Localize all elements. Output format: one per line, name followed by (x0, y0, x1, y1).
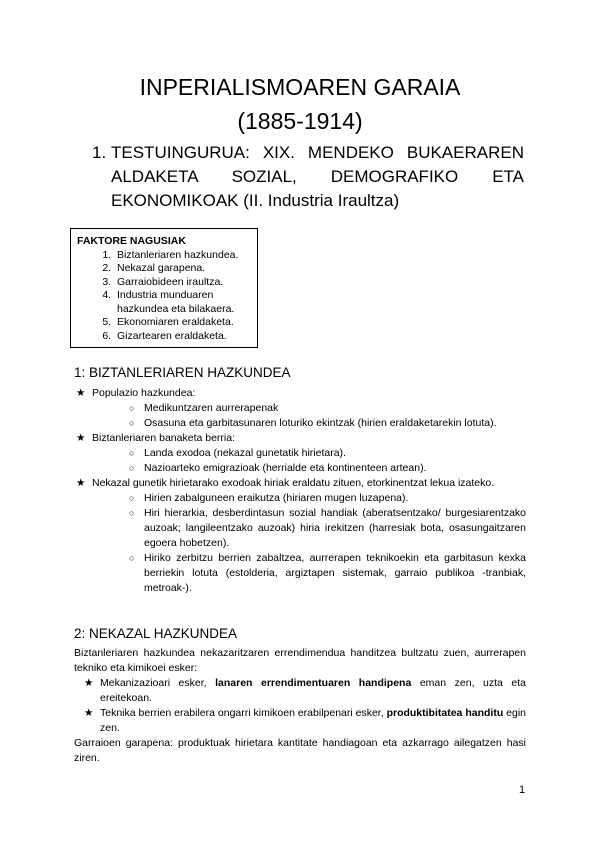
star-bullet-icon: ★ (76, 387, 86, 399)
circle-bullet-icon: ○ (129, 508, 135, 518)
sub-bullet-text: Hiri hierarkia, desberdintasun sozial handiak (aberatsentzako/ burgesiarentzako auzoak; langileentzako auzoak) hiria irekitzen (harresiak bota, osasungaitzaren egoera hobetzen). (144, 507, 526, 549)
bullet-text-start: Mekanizazioari esker, (100, 677, 216, 689)
bullet-text-end: egin zen. (100, 707, 527, 734)
section-number: 1. (92, 143, 107, 162)
sub-bullet-text: Landa exodoa (nekazal gunetatik hirietara). (144, 447, 346, 459)
factor-item: 6. Gizartearen eraldaketa. (114, 330, 257, 344)
bullet-text: Populazio hazkundea: (92, 387, 196, 399)
subsection-1-heading: 1: BIZTANLERIAREN HAZKUNDEA (74, 365, 291, 380)
outro-paragraph: Garraioen garapena: produktuak hirietara kantitate handiagoan eta azkarrago ailegatzen hasi ziren. (74, 737, 526, 764)
sub-bullet-text: Medikuntzaren aurrerapenak (144, 402, 279, 414)
bullet-text: Nekazal gunetik hirietarako exodoak hiriak eraldatu zituen, etorkinentzat lekua izateko. (92, 477, 495, 489)
star-bullet-icon: ★ (84, 707, 94, 719)
factor-item: 5. Ekonomiaren eraldaketa. (114, 316, 257, 330)
bullet-item (74, 386, 526, 401)
sub-bullet-text: Osasuna eta garbitasunaren loturiko ekintzak (hirien eraldaketarekin lotuta). (144, 417, 497, 429)
sub-bullet-item (74, 461, 526, 476)
star-bullet-icon: ★ (76, 477, 86, 489)
circle-bullet-icon: ○ (129, 493, 135, 503)
subsection-2-body (74, 646, 526, 766)
sub-bullet-item (74, 491, 526, 506)
factor-item: 1. Biztanleriaren hazkundea. (114, 249, 257, 263)
intro-paragraph: Biztanleriaren hazkundea nekazaritzaren errendimendua handitzea bultzatu zuen, aurrerapen tekniko eta kimikoei esker: (74, 647, 526, 674)
document-title-years: (1885-1914) (237, 108, 363, 134)
factor-item: 4. Industria munduaren hazkundea eta bilakaera. (114, 289, 257, 316)
bullet-item (74, 431, 526, 446)
section-title: TESTUINGURUA: XIX. MENDEKO BUKAERAREN ALDAKETA SOZIAL, DEMOGRAFIKO ETA EKONOMIKOAK (II. Industria Iraultza) (111, 143, 524, 210)
bullet-text-bold: produktibitatea handitu (386, 707, 504, 719)
factor-item: 3. Garraiobideen iraultza. (114, 276, 257, 290)
bullet-item (82, 676, 526, 706)
circle-bullet-icon: ○ (129, 463, 135, 473)
bullet-text: Biztanleriaren banaketa berria: (92, 432, 236, 444)
bullet-item (82, 706, 526, 736)
sub-bullet-text: Nazioarteko emigrazioak (herrialde eta kontinenteen artean). (144, 462, 427, 474)
sub-bullet-text: Hiriko zerbitzu berrien zabaltzea, aurrerapen teknikoekin eta garbitasun kexka berriekin lotuta (estolderia, argiztapen sistemak, garraio publikoa -tranbiak, metroak-). (144, 552, 526, 594)
sub-bullet-item (74, 551, 526, 596)
sub-bullet-text: Hirien zabalguneen eraikutza (hiriaren mugen luzapena). (144, 492, 409, 504)
factors-list (77, 249, 257, 344)
factor-item: 2. Nekazal garapena. (114, 262, 257, 276)
sub-bullet-item (74, 446, 526, 461)
star-bullet-icon: ★ (84, 677, 94, 689)
section-1-heading (92, 141, 524, 213)
sub-bullet-item (74, 506, 526, 551)
subsection-1-body (74, 386, 526, 596)
bullet-text-end: eman zen, uzta eta ereitekoan. (100, 677, 526, 704)
factors-box (70, 228, 258, 348)
subsection-2-heading: 2: NEKAZAL HAZKUNDEA (74, 626, 238, 641)
sub-bullet-item (74, 416, 526, 431)
page-number: 1 (519, 784, 526, 796)
circle-bullet-icon: ○ (129, 418, 135, 428)
circle-bullet-icon: ○ (129, 553, 135, 563)
document-title: INPERIALISMOAREN GARAIA (139, 74, 461, 100)
bullet-text-start: Teknika berrien erabilera ongarri kimikoen erabilpenari esker, (100, 707, 387, 719)
factors-heading: FAKTORE NAGUSIAK (77, 235, 186, 247)
bullet-item (74, 476, 526, 491)
circle-bullet-icon: ○ (129, 448, 135, 458)
bullet-text-bold: lanaren errendimentuaren handipena (215, 677, 412, 689)
sub-bullet-item (74, 401, 526, 416)
circle-bullet-icon: ○ (129, 403, 135, 413)
star-bullet-icon: ★ (76, 432, 86, 444)
